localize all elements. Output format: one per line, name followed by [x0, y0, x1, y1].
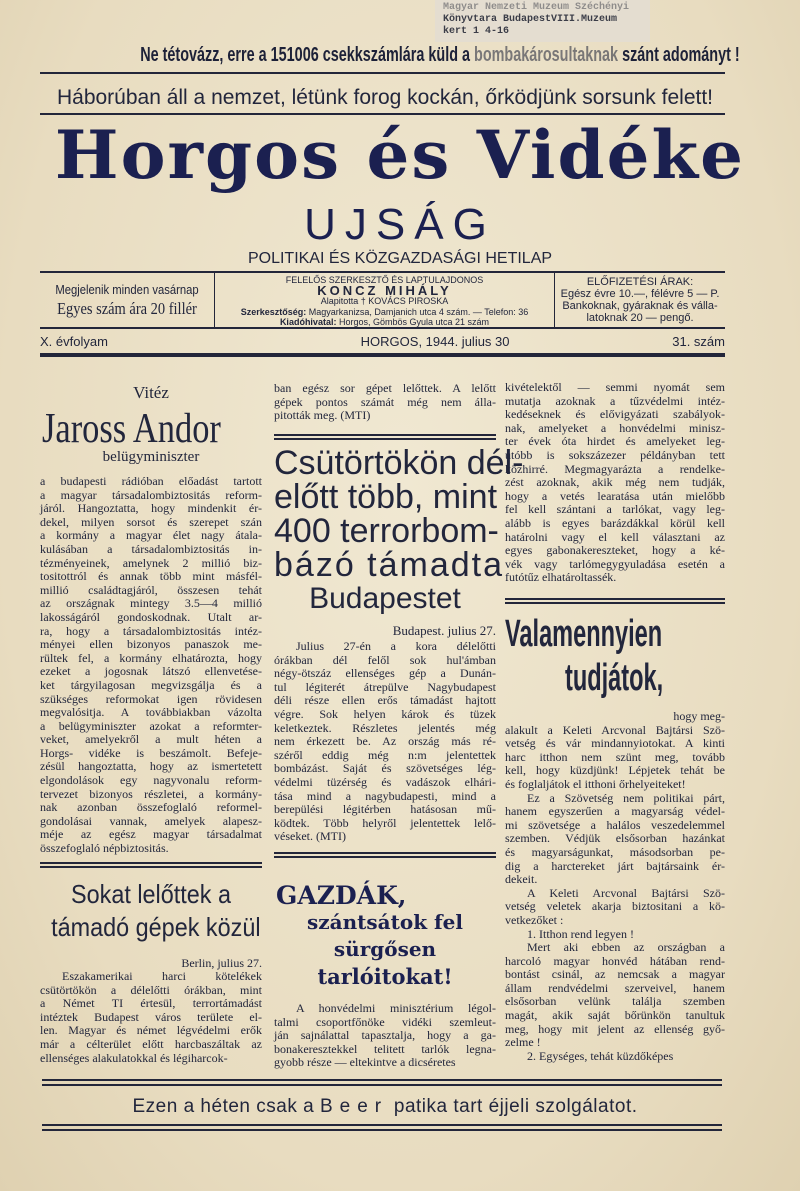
publisher-label: Kiadóhivatal:	[279, 317, 337, 327]
article-gazdak	[274, 882, 496, 1070]
text-line: vék vagy tarlómegygyuladása esetén a	[505, 556, 725, 571]
subscription-title: ELŐFIZETÉSI ÁRAK:	[586, 276, 694, 288]
text-line: nak, amelyeket a honvédelmi minisz-	[505, 420, 725, 435]
text-line: futótűz elhatároltassék.	[505, 570, 617, 585]
editor-role: FELELŐS SZERKESZTŐ ÉS LAPTULAJDONOS	[285, 275, 484, 285]
footer-text: patika tart éjjeli szolgálatot.	[393, 1096, 638, 1117]
text-line: pitották meg. (MTI)	[274, 408, 371, 423]
stamp-line: Könyvtara BudapestVIII.Muzeum	[443, 14, 618, 25]
headline-line: tudjátok,	[565, 657, 664, 699]
text-line: Eszakamerikai harci kötelékek	[62, 969, 262, 983]
office-value: Magyarkanizsa, Damjanich utca 4 szám. — Telefon: 36	[308, 306, 529, 317]
double-divider	[42, 1079, 722, 1086]
text-line: lakosságáról gondoskodnak. Utalt ar-	[40, 609, 262, 624]
divider	[40, 72, 725, 74]
text-line: tositottról és annak több mint másfél-	[40, 569, 262, 584]
article-dateline: Berlin, julius 27.	[181, 956, 262, 970]
text-line: végre. Sok helyen károk és tüzek	[274, 706, 496, 721]
text-line: harcoló magyar honvéd hátában rend-	[505, 953, 725, 968]
masthead-title: Horgos és Vidéke	[54, 116, 746, 194]
text-line: Ez a Szövetség nem politikai párt,	[527, 790, 725, 805]
text-line: széről eddig még n:m jelentettek	[274, 747, 496, 762]
text-line: csütörtökön a délelőtti órákban, mint	[40, 982, 262, 997]
price: Egyes szám ára 20 fillér	[57, 299, 197, 318]
text-line: berepülési légitérben hatásosan mű-	[274, 802, 496, 817]
publisher-value: Horgos, Gömbös Gyula utca 21 szám	[338, 317, 490, 327]
text-line: déli része ellen erős támadást hajtott	[274, 693, 496, 708]
article-continued	[505, 381, 725, 585]
text-line: Julius 27-én a kora délelőtti	[296, 639, 496, 653]
text-line: kulásában a társadalombiztositás in-	[40, 541, 262, 556]
text-line: védelmi tüzérség és vadászok elhári-	[274, 774, 496, 789]
text-line: vetség és vár mindannyiotokat. A kinti	[505, 736, 725, 751]
article-headline	[274, 444, 524, 616]
text-line: bombázást. Saját és szövetséges lég-	[274, 761, 496, 776]
article-valamennyien	[505, 612, 725, 1063]
founder: Alapitotta † KOVÁCS PIROSKA	[320, 296, 449, 306]
text-line: A Keleti Arcvonal Bajtársi Szö-	[527, 885, 725, 900]
text-line: méje az egész magyar társadalmat	[40, 827, 262, 842]
headline-line: szántsátok fel	[307, 910, 463, 934]
text-line: a kormány a magyar élet nagy átala-	[40, 528, 262, 543]
text-line: dekel, milyen sorsot és szerepet szán	[40, 514, 262, 529]
text-line: dekeit.	[505, 872, 538, 887]
text-line: a budapesti rádióban előadást tartott	[40, 474, 262, 488]
text-line: veket, amelyekről a mult héten a	[40, 732, 262, 747]
text-line: gyobb része — eltekintve a dicséretes	[274, 1055, 456, 1070]
text-line: tul légiterét átrepülve Nagybudapest	[274, 679, 496, 694]
text-line: a Német TI értesül, terrortámadást	[40, 996, 262, 1011]
info-editor	[215, 273, 555, 327]
article-kicker: Vitéz	[133, 383, 169, 402]
library-stamp	[435, 0, 650, 42]
text-line: járól. Hangoztatta, hogy mindenkit ér-	[40, 501, 262, 516]
text-line: zésül hangoztatta, hogy az ismertetett	[40, 759, 262, 774]
slogan: Háborúban áll a nemzet, létünk forog kockán, őrködjünk sorsunk felett!	[56, 86, 714, 109]
issue-date: HORGOS, 1944. julius 30	[360, 334, 510, 349]
text-line: ellenséges alakulatokkal és légiharcok-	[40, 1050, 228, 1065]
text-line: talmi csoportfőnöke vidéki szemleut-	[274, 1014, 496, 1029]
article-subheading: belügyminiszter	[102, 449, 200, 465]
article-continued	[274, 382, 496, 423]
text-line: gondolásai vannak, amelyek alapesz-	[40, 813, 262, 828]
text-line: ra, hogy a társadalombiztositás intéz-	[40, 623, 262, 638]
masthead-subtitle: UJSÁG	[304, 200, 496, 249]
text-line: közhirré. Megmagyarázta a rendelke-	[505, 461, 725, 476]
double-divider	[505, 598, 725, 604]
text-line: és foglaljátok el itthoni őrhelyeiteket!	[505, 776, 686, 791]
subscription-line: latoknak 20 — pengő.	[586, 312, 694, 324]
headline-line: GAZDÁK,	[276, 881, 407, 910]
article-body	[274, 1002, 496, 1070]
text-line: millió családtagjáról, összesen tehát	[40, 582, 262, 597]
article-dateline: Budapest. julius 27.	[392, 623, 496, 638]
text-line: ján sajnálattal tapasztalja, hogy a ga-	[274, 1028, 496, 1043]
text-line: ményei ellen bizonyos panaszok me-	[40, 637, 262, 652]
text-line: zést azoknak, akik még nem tudják,	[505, 475, 725, 490]
info-box	[40, 271, 725, 329]
text-line: véseket. (MTI)	[274, 829, 346, 844]
text-line: len. Magyar és német légvédelmi erők	[40, 1023, 262, 1038]
text-line: tézményeinek, amelynek 2 millió biz-	[40, 555, 262, 570]
text-line: és magyarságunkat, másodsorban pe-	[505, 844, 725, 859]
subscription-line: Bankoknak, gyáraknak és válla-	[562, 300, 718, 312]
text-line: bonakeresztekkel telitett tarlók legna-	[274, 1041, 496, 1056]
text-line: dig a harctereket járt bajtársaink ér-	[505, 858, 725, 873]
article-jaross	[40, 383, 262, 856]
text-line: a belügyminiszter azokat a reformter-	[40, 718, 262, 733]
text-line: tása mind a nagybudapesti, mind a	[274, 788, 496, 803]
text-line: ezeket a jogosnak látszó ellenvetése-	[40, 664, 262, 679]
headline-line: tarlóitokat!	[317, 964, 453, 989]
text-line: órákban dél felől sok hul'ámban	[274, 652, 496, 667]
text-line: szemben. Védjük elsősorban hazánkat	[505, 831, 725, 846]
article-body	[274, 640, 496, 844]
article-headline: Jaross Andor	[42, 406, 221, 452]
article-body	[505, 724, 725, 1064]
double-divider	[274, 434, 496, 440]
text-line: már a célterület előtt harcbaszáltak az	[40, 1036, 262, 1051]
text-line: nem érkezett be. Az ország más ré-	[274, 734, 496, 749]
donation-notice	[140, 44, 740, 67]
text-line: elsősorban velünk találja szemben	[505, 994, 725, 1009]
office-label: Szerkesztőség:	[240, 306, 307, 317]
article-headline	[51, 878, 261, 944]
headline-line: Budapestet	[309, 582, 461, 615]
text-line: négy-ötszáz ellenséges gép a Dunán-	[274, 666, 496, 681]
pharmacy-name: Beer	[319, 1096, 389, 1117]
text-line: gépek pontos számát még nem álla-	[274, 394, 496, 409]
text-line: harc itthon nem szünt meg, tovább	[505, 749, 725, 764]
text-line: kedéseknek és elővigyázati szabályok-	[505, 407, 725, 422]
notice-end: szánt adományt !	[622, 44, 740, 66]
volume: X. évfolyam	[40, 334, 108, 349]
text-line: kivételektől — semmi nyomát sem	[505, 380, 725, 394]
divider	[40, 353, 725, 357]
info-subscription	[555, 273, 725, 327]
text-line: mutatja azoknak a tűzvédelmi intéz-	[505, 393, 725, 408]
text-line: ter évek óta hirdet és amelyeket leg-	[505, 434, 725, 449]
stamp-line: kert 1 4-16	[443, 26, 510, 37]
text-line: vetség veletek akarja biztositani a kö-	[505, 899, 725, 914]
text-line: kell, hogy küzdjünk! Lépjetek tehát be	[505, 763, 725, 778]
text-line: Mert aki ebben az országban a	[527, 940, 725, 955]
text-line: keletkeztek. Részletes jelentés még	[274, 720, 496, 735]
article-lead: hogy meg-	[673, 709, 725, 723]
headline-line: előtt több, mint	[274, 478, 498, 516]
article-body	[40, 970, 262, 1065]
double-divider	[274, 852, 496, 858]
text-line: magát, akik saját bőrünkön tanultuk	[505, 1008, 725, 1023]
headline-line: Valamennyien	[505, 613, 663, 655]
text-line: alakult a Keleti Arcvonal Bajtársi Szö-	[505, 722, 725, 737]
text-line: elgondolások egy nagyvonalu reform-	[40, 773, 262, 788]
headline-line: bázó támadta	[274, 546, 505, 584]
office-address	[215, 307, 554, 318]
text-line: határolni vagy el kell választani az	[505, 529, 725, 544]
subscription-line: Egész évre 10.—, félévre 5 — P.	[560, 288, 720, 300]
info-publication	[40, 273, 215, 327]
text-line: 1. Itthon rend legyen !	[527, 926, 634, 941]
headline-line: Csütörtökön dél-	[274, 444, 524, 482]
text-line: fel kell szántani a tarlókat, vagy leg-	[505, 502, 725, 517]
divider	[40, 113, 725, 115]
text-line: összefoglaló népbiztositás.	[40, 841, 169, 856]
text-line: nak azonban összefoglaló reformel-	[40, 800, 262, 815]
text-line: ködtek. Több helyről jelentettek lelő-	[274, 815, 496, 830]
text-line: vetkezőket :	[505, 912, 564, 927]
text-line: rültek fel, a kormány elhatározta, hogy	[40, 650, 262, 665]
text-line: meg, hogy mit jelent az ellenség győ-	[505, 1021, 725, 1036]
text-line: a magyar társadalombiztositás reform-	[40, 487, 262, 502]
headline-line: sürgősen	[333, 937, 437, 961]
double-divider	[40, 862, 262, 868]
article-body	[40, 475, 262, 856]
text-line: megvalósitja. A továbbiakban vázolta	[40, 705, 262, 720]
text-line: zelme !	[505, 1035, 541, 1050]
text-line: 2. Egységes, tehát küzdőképes	[527, 1048, 674, 1063]
article-headline	[274, 882, 496, 990]
text-line: egyes gabonakereszteket, hogy a ké-	[505, 543, 725, 558]
notice-text: Ne tétovázz, erre a 151006 csekkszámlára küld a	[140, 44, 471, 66]
text-line: Horgs- vidéke is beszámolt. Befeje-	[40, 745, 262, 760]
double-divider	[42, 1124, 722, 1131]
text-line: A honvédelmi minisztérium légol-	[296, 1001, 496, 1015]
text-line: ket tárgyilagosan megvizsgálja és a	[40, 677, 262, 692]
text-line: tervezet bizonyos részletei, a kormány-	[40, 786, 262, 801]
text-line: hanem egyszerűen a magyarság védel-	[505, 804, 725, 819]
pharmacy-notice	[40, 1096, 730, 1118]
text-line: bontást csinál, az nemcsak a magyar	[505, 967, 725, 982]
article-budapest	[274, 444, 524, 844]
article-sokat	[40, 878, 262, 1065]
publisher-address	[215, 317, 554, 328]
masthead-tagline: POLITIKAI ÉS KÖZGAZDASÁGI HETILAP	[247, 250, 553, 267]
text-line: hogy a vetés learatása után mielőbb	[505, 488, 725, 503]
article-headline	[505, 612, 725, 700]
footer-text: Ezen a héten csak a	[132, 1096, 315, 1117]
text-line: alább is egyes barázdákkal körül kell	[505, 515, 725, 530]
text-line: az országnak mintegy 3.5—4 millió	[40, 596, 262, 611]
publication-schedule: Megjelenik minden vasárnap	[55, 283, 199, 297]
editor-name: KONCZ MIHÁLY	[317, 282, 452, 298]
stamp-line: Magyar Nemzeti Muzeum Széchényi	[443, 2, 630, 13]
text-line: ban egész sor gépet lelőttek. A lelőtt	[274, 381, 496, 395]
text-line: intéztek Budapest város területe el-	[40, 1009, 262, 1024]
text-line: mi szövetsége a halálos veszedelemmel	[505, 817, 725, 832]
text-line: utóbb is sokszázezer példányban tett	[505, 447, 725, 462]
issue-line	[40, 334, 725, 349]
headline-line: 400 terrorbom-	[274, 512, 499, 550]
headline-line: támadó gépek közül	[51, 912, 261, 942]
notice-faint-text: bombakárosultaknak	[474, 44, 619, 66]
text-line: szükséges reformokat igen rövidesen	[40, 691, 262, 706]
headline-line: Sokat lelőttek a	[70, 879, 232, 909]
issue-number: 31. szám	[672, 334, 725, 349]
text-line: állam rendvédelmi szerveivel, hanem	[505, 980, 725, 995]
